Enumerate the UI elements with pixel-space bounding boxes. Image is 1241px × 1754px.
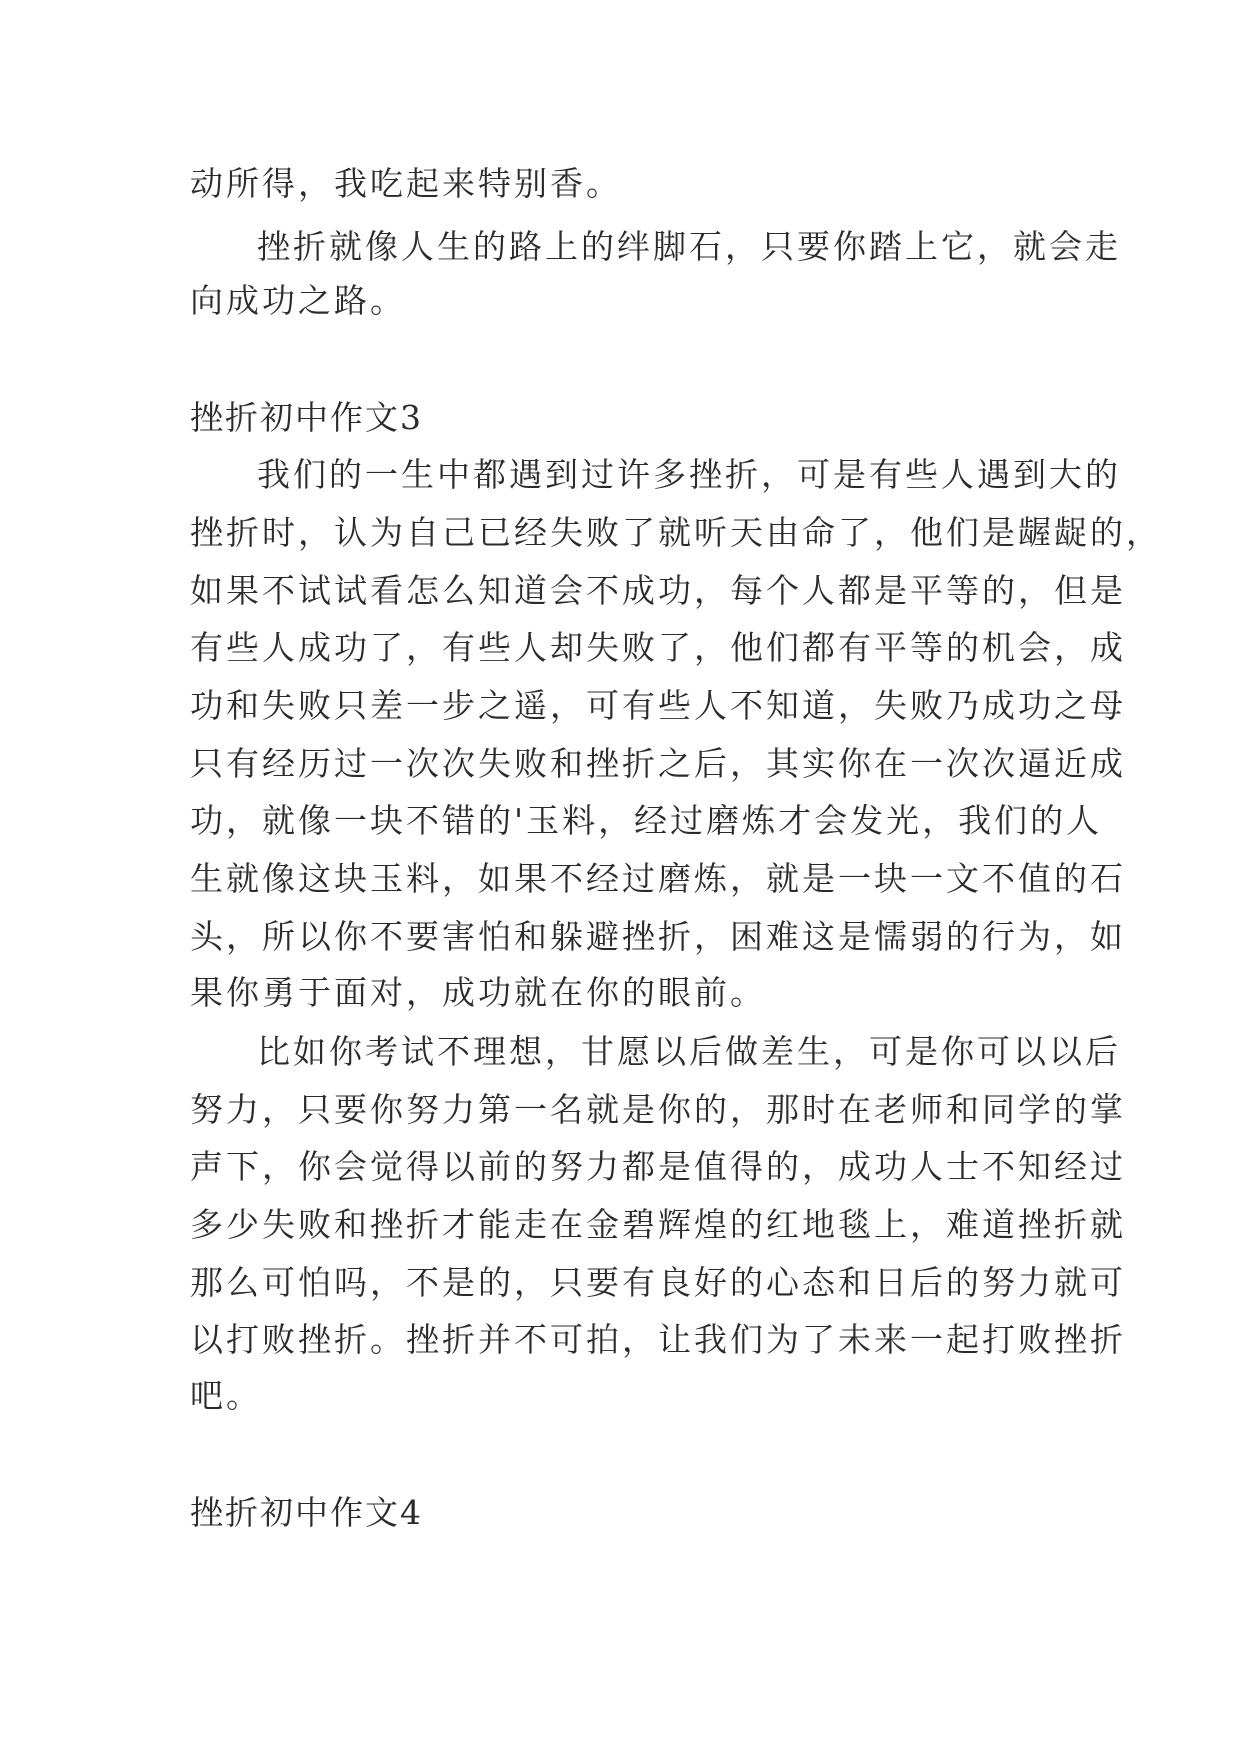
text-line: 功，就像一块不错的'玉料，经过磨炼才会发光，我们的人: [190, 801, 1103, 840]
section-heading: 挫折初中作文3: [190, 398, 423, 437]
section-heading: 挫折初中作文4: [190, 1493, 423, 1532]
text-line: 果你勇于面对，成功就在你的眼前。: [190, 973, 766, 1012]
text-line: 头，所以你不要害怕和躲避挫折，困难这是懦弱的行为，如: [190, 917, 1126, 956]
text-line: 声下，你会觉得以前的努力都是值得的，成功人士不知经过: [190, 1147, 1126, 1186]
text-line: 吧。: [190, 1376, 262, 1415]
text-line: 挫折就像人生的路上的绊脚石，只要你踏上它，就会走: [257, 227, 1121, 266]
text-line: 比如你考试不理想，甘愿以后做差生，可是你可以以后: [257, 1032, 1121, 1071]
text-line: 那么可怕吗，不是的，只要有良好的心态和日后的努力就可: [190, 1263, 1126, 1302]
text-line: 以打败挫折。挫折并不可拍，让我们为了未来一起打败挫折: [190, 1320, 1126, 1359]
text-line: 努力，只要你努力第一名就是你的，那时在老师和同学的掌: [190, 1090, 1126, 1129]
text-line: 功和失败只差一步之遥，可有些人不知道，失败乃成功之母: [190, 686, 1126, 725]
text-line: 如果不试试看怎么知道会不成功，每个人都是平等的，但是: [190, 571, 1126, 610]
text-line: 我们的一生中都遇到过许多挫折，可是有些人遇到大的: [257, 455, 1121, 494]
text-line: 多少失败和挫折才能走在金碧辉煌的红地毯上，难道挫折就: [190, 1205, 1126, 1244]
text-line: 动所得，我吃起来特别香。: [190, 164, 622, 203]
text-line: 只有经历过一次次失败和挫折之后，其实你在一次次逼近成: [190, 744, 1126, 783]
text-line: 向成功之路。: [190, 281, 406, 320]
text-line: 生就像这块玉料，如果不经过磨炼，就是一块一文不值的石: [190, 859, 1126, 898]
text-line: 有些人成功了，有些人却失败了，他们都有平等的机会，成: [190, 628, 1126, 667]
text-line: 挫折时，认为自己已经失败了就听天由命了，他们是龌龊的，: [190, 513, 1162, 552]
